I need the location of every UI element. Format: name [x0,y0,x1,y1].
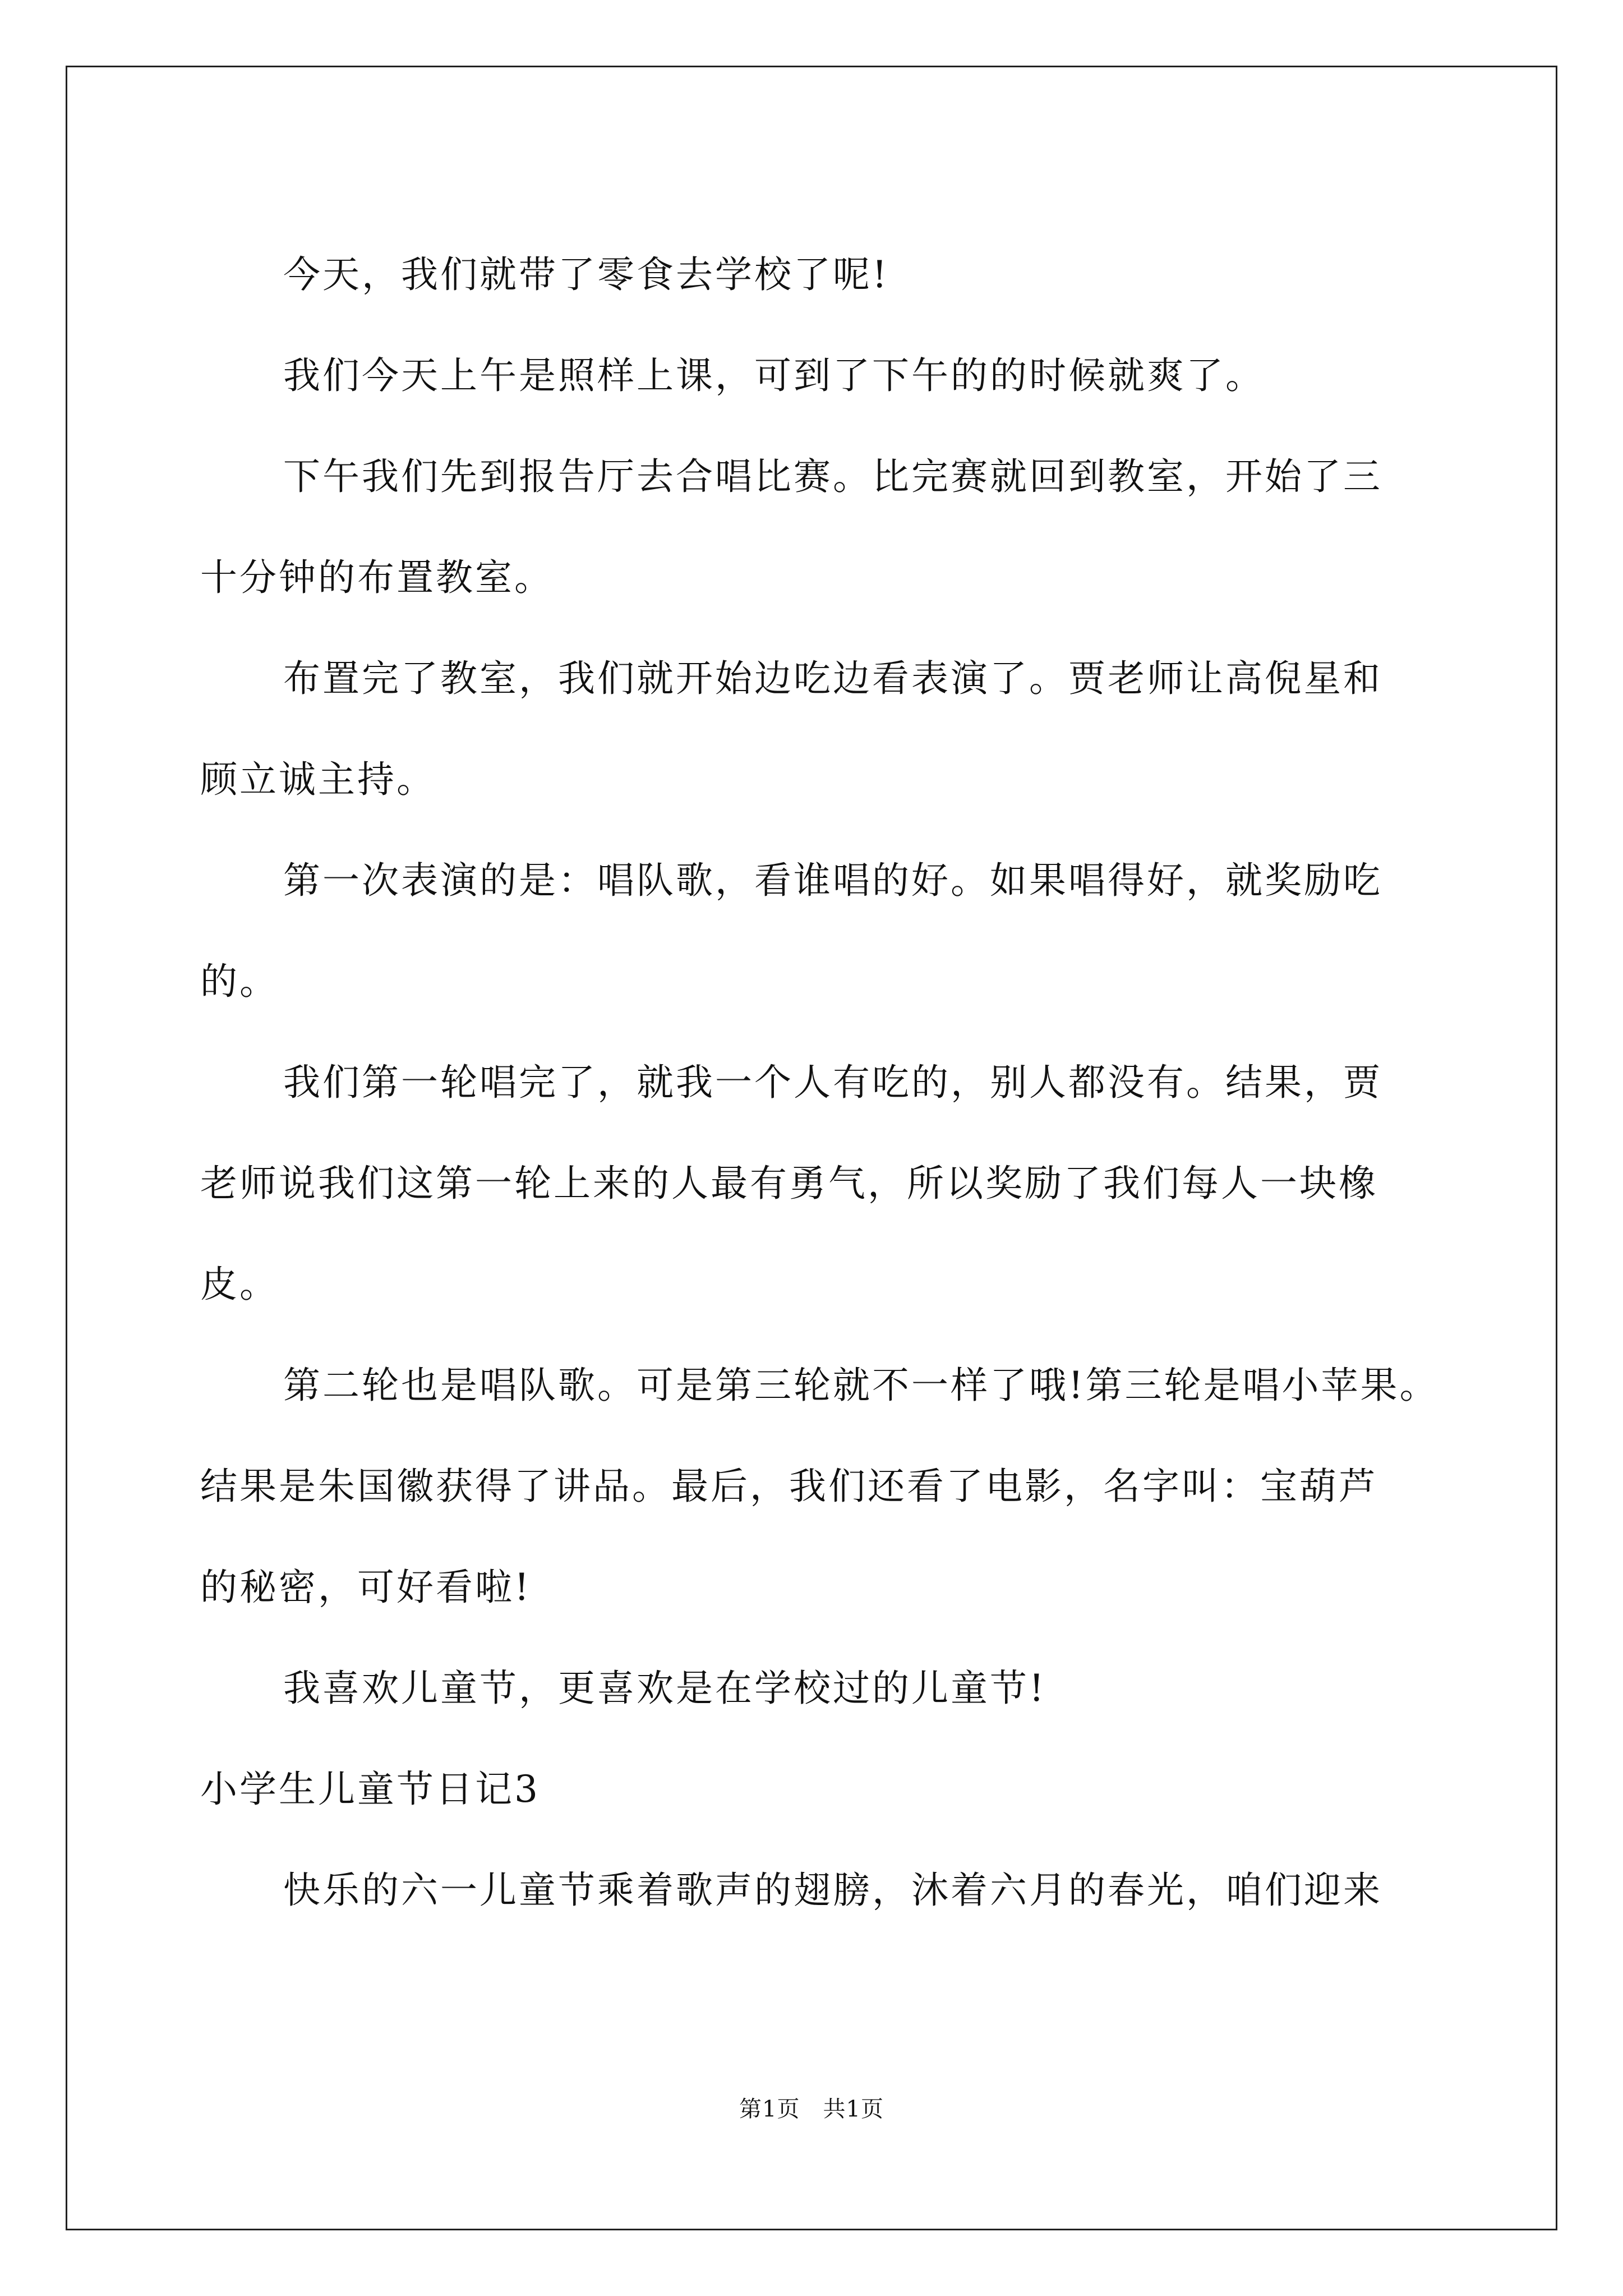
paragraph-line: 今天，我们就带了零食去学校了呢! [283,253,889,296]
paragraph-line: 我们第一轮唱完了，就我一个人有吃的，别人都没有。结果，贾 [283,1061,1382,1104]
paragraph-line: 结果是朱国徽获得了讲品。最后，我们还看了电影，名字叫：宝葫芦 [200,1465,1378,1508]
paragraph-line: 我喜欢儿童节，更喜欢是在学校过的儿童节! [283,1667,1046,1710]
paragraph-line: 的秘密，可好看啦! [200,1566,532,1609]
paragraph-line: 布置完了教室，我们就开始边吃边看表演了。贾老师让高倪星和 [283,657,1382,700]
section-heading: 小学生儿童节日记3 [200,1768,540,1811]
paragraph-line: 皮。 [200,1263,279,1306]
page-footer: 第1页 共1页 [739,2096,884,2122]
document-body [200,224,1439,1941]
paragraph-line: 顾立诚主持。 [200,758,436,801]
paragraph-line: 的。 [200,960,279,1003]
paragraph-line: 老师说我们这第一轮上来的人最有勇气，所以奖励了我们每人一块橡 [200,1162,1378,1205]
paragraph-line: 第一次表演的是：唱队歌，看谁唱的好。如果唱得好，就奖励吃 [283,859,1382,902]
paragraph-line: 第二轮也是唱队歌。可是第三轮就不一样了哦!第三轮是唱小苹果。 [283,1364,1439,1407]
paragraph-line: 十分钟的布置教室。 [200,556,554,599]
paragraph-line: 我们今天上午是照样上课，可到了下午的的时候就爽了。 [283,354,1265,397]
paragraph-line: 快乐的六一儿童节乘着歌声的翅膀，沐着六月的春光，咱们迎来 [283,1869,1382,1912]
paragraph-line: 下午我们先到报告厅去合唱比赛。比完赛就回到教室，开始了三 [283,455,1382,498]
